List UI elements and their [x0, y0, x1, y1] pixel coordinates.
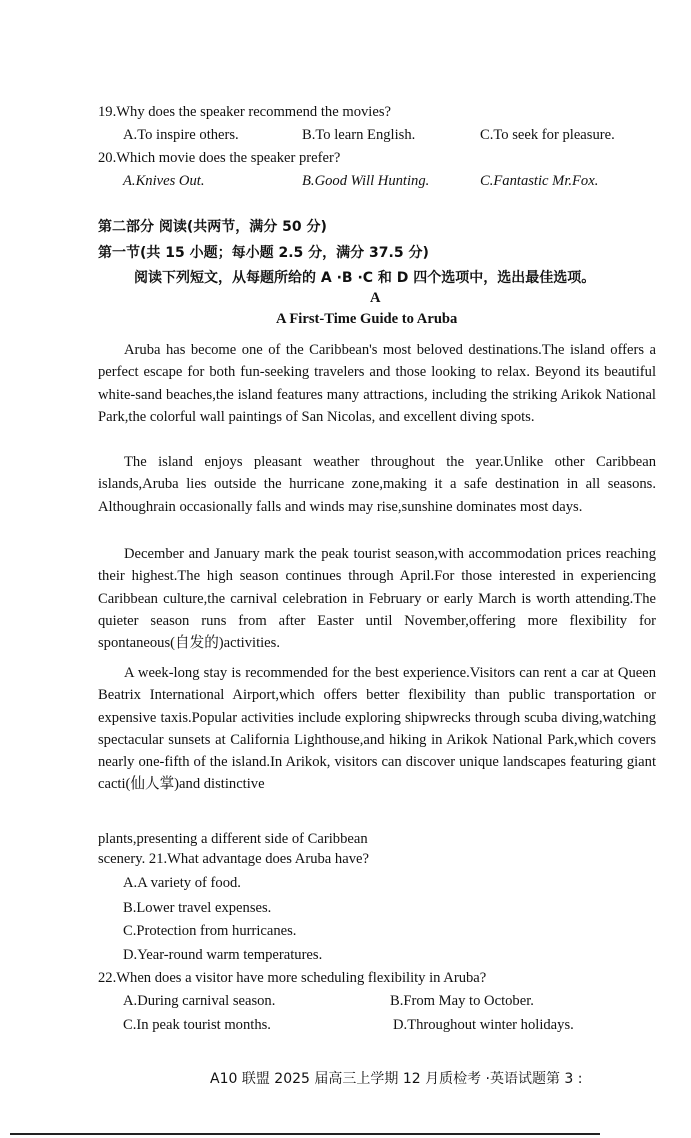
- section-subtitle: 第一节(共 15 小题；每小题 2.5 分，满分 37.5 分): [98, 245, 429, 261]
- passage-letter: A: [370, 290, 381, 306]
- part-title: 第二部分 阅读(共两节，满分 50 分): [98, 219, 327, 235]
- question-21-option-b: B.Lower travel expenses.: [123, 900, 272, 916]
- passage-paragraph-4: A week-long stay is recommended for the best experience.Visitors can rent a car at Queen Beatrix International Airport,which offers better flexibility than public transportation or expensive taxis.Popular activities include exploring shipwrecks through scuba diving,watching spectacular sunsets at California Lighthouse,and hiking in Arikok National Park,which covers nearly one-fifth of the island.In Arikok, visitors can discover unique landscapes featuring giant cacti(仙人掌)and distinctive: [98, 665, 656, 793]
- question-20-option-c: C.Fantastic Mr.Fox.: [480, 173, 599, 189]
- passage-continuation-line-1: plants,presenting a different side of Caribbean: [98, 831, 368, 847]
- page-footer: A10 联盟 2025 届高三上学期 12 月质检考 ·英语试题第 3 :: [210, 1071, 583, 1087]
- passage-continuation-line-2: scenery. 21.What advantage does Aruba have?: [98, 851, 369, 867]
- bottom-rule: [10, 1133, 600, 1135]
- question-21-option-d: D.Year-round warm temperatures.: [123, 947, 323, 963]
- passage-paragraph-2: The island enjoys pleasant weather throughout the year.Unlike other Caribbean islands,Aruba lies outside the hurricane zone,making it a safe destination in all seasons. Althoughrain occasionally falls and winds may rise,sunshine dominates most days.: [98, 454, 656, 515]
- question-21-option-a: A.A variety of food.: [123, 875, 241, 891]
- question-22-option-c: C.In peak tourist months.: [123, 1017, 271, 1033]
- question-19-option-b: B.To learn English.: [302, 127, 416, 143]
- question-22-option-a: A.During carnival season.: [123, 993, 276, 1009]
- question-22-option-b: B.From May to October.: [390, 993, 534, 1009]
- instruction: 阅读下列短文，从每题所给的 A ·B ·C 和 D 四个选项中，选出最佳选项。: [134, 270, 596, 286]
- question-19-stem: 19.Why does the speaker recommend the movies?: [98, 104, 391, 120]
- question-22-option-d: D.Throughout winter holidays.: [393, 1017, 574, 1033]
- passage-paragraph-1: Aruba has become one of the Caribbean's most beloved destinations.The island offers a perfect escape for both fun-seeking travelers and those looking to relax. Beyond its beautiful white-sand beaches,the island features many attractions, including the striking Arikok National Park,the colorful wall paintings of San Nicolas, and excellent diving spots.: [98, 342, 656, 425]
- passage-paragraph-3: December and January mark the peak tourist season,with accommodation prices reaching their highest.The high season continues through April.For those interested in experiencing Caribbean culture,the carnival celebration in February or early March is worth attending.The quieter season runs from after Easter until November,offering more flexibility for spontaneous(自发的)activities.: [98, 546, 656, 652]
- question-20-stem: 20.Which movie does the speaker prefer?: [98, 150, 341, 166]
- question-19-option-a: A.To inspire others.: [123, 127, 239, 143]
- passage-title: A First-Time Guide to Aruba: [276, 311, 458, 327]
- question-20-option-b: B.Good Will Hunting.: [302, 173, 430, 189]
- question-19-option-c: C.To seek for pleasure.: [480, 127, 615, 143]
- question-21-option-c: C.Protection from hurricanes.: [123, 923, 297, 939]
- question-20-option-a: A.Knives Out.: [123, 173, 205, 189]
- question-22-stem: 22.When does a visitor have more scheduling flexibility in Aruba?: [98, 970, 487, 986]
